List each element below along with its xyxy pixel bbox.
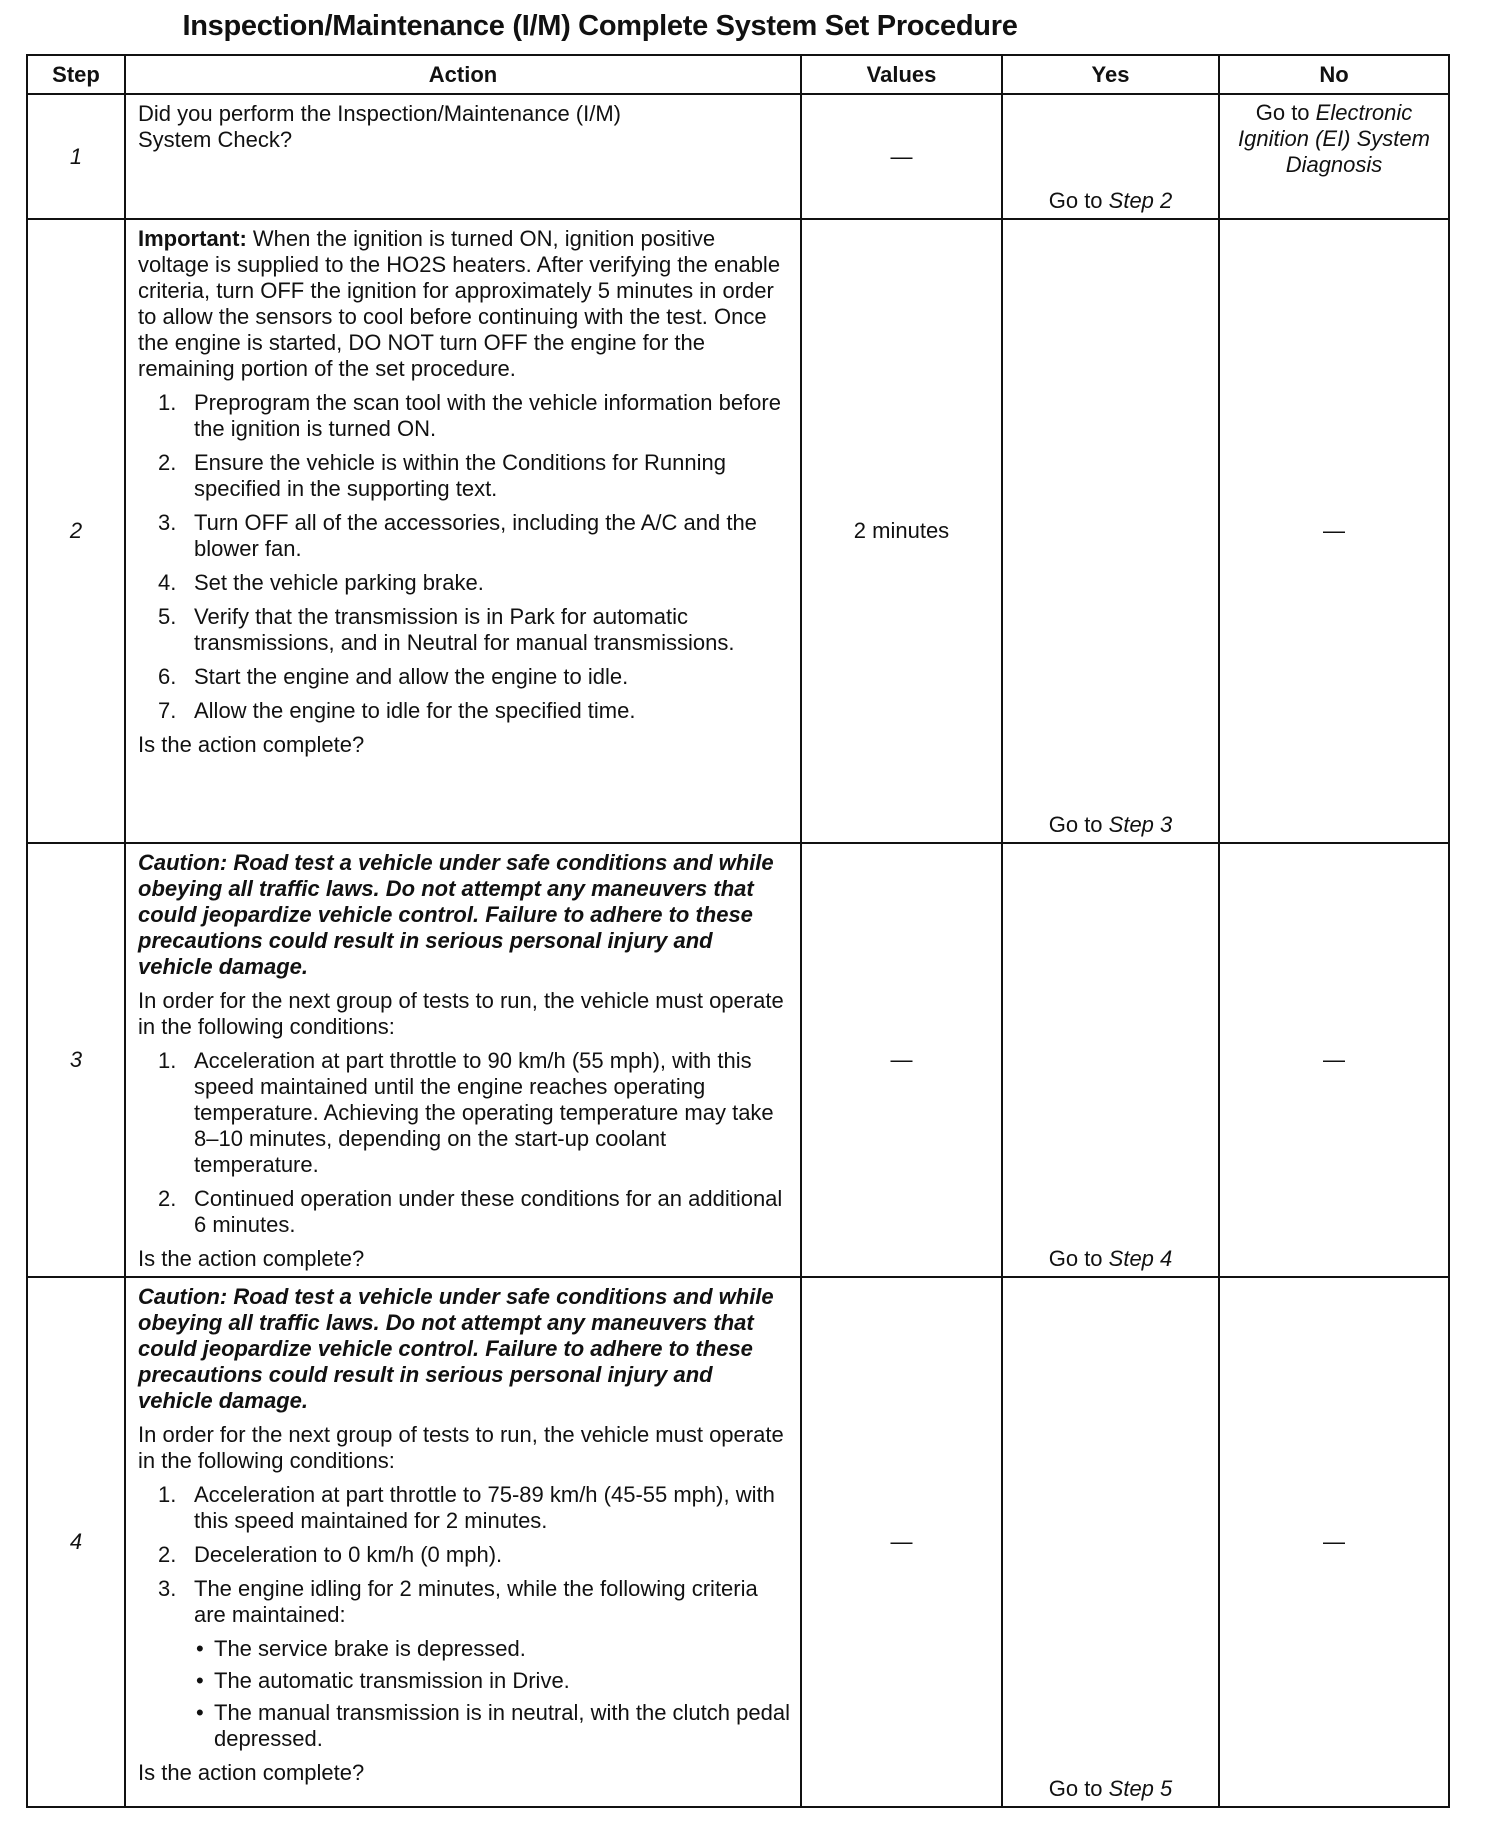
list-number: 1. (158, 1482, 177, 1507)
action-question: Is the action complete? (138, 1246, 365, 1271)
list-item (138, 1048, 790, 1178)
list-item (138, 390, 790, 442)
list-number: 5. (158, 604, 177, 629)
bullet-text: The service brake is depressed. (214, 1636, 526, 1661)
bullet: • (196, 1668, 204, 1693)
list-item (138, 698, 790, 724)
step-number: 1 (27, 94, 125, 219)
list-number: 3. (158, 1576, 177, 1601)
list-item-text: Acceleration at part throttle to 75-89 km/h (45-55 mph), with this speed maintained for 2 minutes. (194, 1482, 775, 1533)
yes-target: Step 3 (1108, 812, 1173, 837)
caution-note: Caution: Road test a vehicle under safe conditions and while obeying all traffic laws. Do not attempt any maneuvers that could jeopardize vehicle control. Failure to adhere to these precautions could result in serious personal injury and vehicle damage. (138, 1284, 774, 1413)
yes-cell (1002, 1277, 1219, 1807)
list-number: 4. (158, 570, 177, 595)
action-question: Is the action complete? (138, 732, 365, 757)
values-cell: 2 minutes (801, 219, 1002, 843)
table-row (27, 94, 1449, 219)
list-number: 2. (158, 1542, 177, 1567)
no-cell: — (1219, 219, 1449, 843)
action-cell (125, 219, 801, 843)
no-cell: — (1219, 843, 1449, 1277)
values-cell: — (801, 843, 1002, 1277)
no-target: Electronic Ignition (EI) System Diagnosis (1238, 100, 1430, 177)
list-number: 6. (158, 664, 177, 689)
yes-link[interactable] (1003, 1246, 1218, 1272)
conditions-intro: In order for the next group of tests to run, the vehicle must operate in the following conditions: (138, 1422, 784, 1473)
table-row (27, 219, 1449, 843)
list-item (138, 1542, 790, 1568)
yes-link[interactable] (1003, 812, 1218, 838)
important-text: When the ignition is turned ON, ignition positive voltage is supplied to the HO2S heaters. After verifying the enable criteria, turn OFF the ignition for approximately 5 minutes in order to allow the sensors to cool before continuing with the test. Once the engine is started, DO NOT turn OFF the engine for the remaining portion of the set procedure. (138, 226, 781, 381)
header-values: Values (801, 55, 1002, 94)
values-cell (801, 94, 1002, 219)
header-action: Action (125, 55, 801, 94)
action-cell (125, 1277, 801, 1807)
yes-cell (1002, 94, 1219, 219)
step-number: 2 (27, 219, 125, 843)
list-item-text: Turn OFF all of the accessories, including the A/C and the blower fan. (194, 510, 757, 561)
header-row (27, 55, 1449, 94)
list-item (138, 1482, 790, 1534)
yes-target: Step 2 (1108, 188, 1173, 213)
yes-link[interactable] (1003, 188, 1218, 214)
list-item-text: Start the engine and allow the engine to idle. (194, 664, 629, 689)
values-text: — (890, 143, 913, 169)
list-item-text: Allow the engine to idle for the specified time. (194, 698, 636, 723)
list-item-text: Ensure the vehicle is within the Conditions for Running specified in the supporting text. (194, 450, 726, 501)
list-item-text: Deceleration to 0 km/h (0 mph). (194, 1542, 503, 1567)
list-item (138, 450, 790, 502)
list-number: 1. (158, 1048, 177, 1073)
no-link[interactable] (1238, 100, 1430, 177)
action-cell (125, 94, 801, 219)
list-item (138, 604, 790, 656)
important-label: Important: (138, 226, 247, 251)
step-list (138, 1048, 790, 1238)
conditions-intro: In order for the next group of tests to run, the vehicle must operate in the following conditions: (138, 988, 784, 1039)
action-question: Is the action complete? (138, 1760, 365, 1785)
yes-target: Step 5 (1108, 1776, 1173, 1801)
list-number: 2. (158, 1186, 177, 1211)
yes-prefix: Go to (1048, 1246, 1109, 1271)
list-item-text: Acceleration at part throttle to 90 km/h (55 mph), with this speed maintained until the engine reaches operating temperature. Achieving the operating temperature may take 8–10 minutes, depending on the start-up coolant temperature. (194, 1048, 774, 1177)
bullet-item (138, 1700, 790, 1752)
table-row (27, 843, 1449, 1277)
header-step: Step (27, 55, 125, 94)
step-number: 4 (27, 1277, 125, 1807)
list-number: 1. (158, 390, 177, 415)
procedure-table (26, 54, 1450, 1808)
important-note (138, 226, 790, 382)
step-list (138, 390, 790, 724)
bullet: • (196, 1700, 204, 1725)
bullet-text: The automatic transmission in Drive. (214, 1668, 570, 1693)
yes-target: Step 4 (1108, 1246, 1173, 1271)
step-number: 3 (27, 843, 125, 1277)
list-item-text: Preprogram the scan tool with the vehicle information before the ignition is turned ON. (194, 390, 781, 441)
list-number: 2. (158, 450, 177, 475)
step-list (138, 1482, 790, 1752)
yes-cell (1002, 843, 1219, 1277)
list-item-text: Verify that the transmission is in Park for automatic transmissions, and in Neutral for manual transmissions. (194, 604, 735, 655)
yes-prefix: Go to (1048, 188, 1109, 213)
no-cell: — (1219, 1277, 1449, 1807)
bullet: • (196, 1636, 204, 1661)
bullet-item (138, 1636, 790, 1662)
header-yes: Yes (1002, 55, 1219, 94)
no-cell (1219, 94, 1449, 219)
list-item (138, 570, 790, 596)
list-number: 7. (158, 698, 177, 723)
header-no: No (1219, 55, 1449, 94)
list-item-text: Set the vehicle parking brake. (194, 570, 484, 595)
list-item-text: Continued operation under these conditions for an additional 6 minutes. (194, 1186, 783, 1237)
bullet-item (138, 1668, 790, 1694)
list-item (138, 1186, 790, 1238)
yes-prefix: Go to (1048, 1776, 1109, 1801)
action-cell (125, 843, 801, 1277)
yes-prefix: Go to (1048, 812, 1109, 837)
list-item (138, 664, 790, 690)
bullet-text: The manual transmission is in neutral, with the clutch pedal depressed. (214, 1700, 790, 1751)
page-title: Inspection/Maintenance (I/M) Complete System Set Procedure (182, 10, 1018, 42)
list-item (138, 1576, 790, 1752)
no-prefix: Go to (1255, 100, 1316, 125)
yes-cell (1002, 219, 1219, 843)
values-cell: — (801, 1277, 1002, 1807)
list-number: 3. (158, 510, 177, 535)
criteria-list (138, 1636, 790, 1752)
list-item (138, 510, 790, 562)
caution-note: Caution: Road test a vehicle under safe conditions and while obeying all traffic laws. Do not attempt any maneuvers that could jeopardize vehicle control. Failure to adhere to these precautions could result in serious personal injury and vehicle damage. (138, 850, 774, 979)
list-item-text: The engine idling for 2 minutes, while the following criteria are maintained: (194, 1576, 758, 1627)
yes-link[interactable] (1003, 1776, 1218, 1802)
table-row (27, 1277, 1449, 1807)
action-question: Did you perform the Inspection/Maintenance (I/M) System Check? (138, 101, 622, 152)
